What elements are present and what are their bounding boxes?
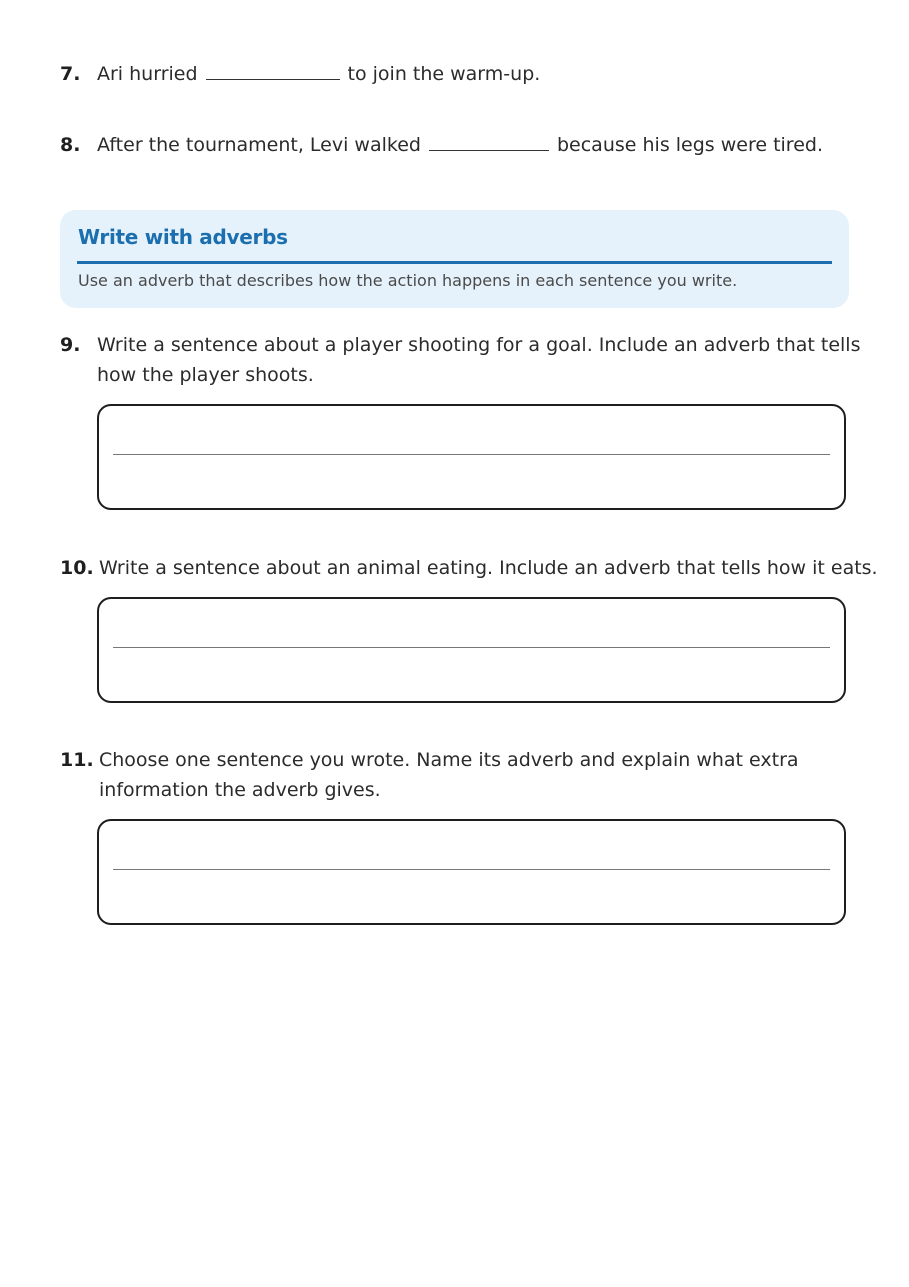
question-number: 7. <box>60 63 81 85</box>
tip-box <box>60 210 849 308</box>
writing-line <box>113 869 830 870</box>
question-number: 10. <box>60 557 94 579</box>
answer-box[interactable] <box>97 404 846 510</box>
question-line: information the adverb gives. <box>99 779 381 801</box>
question-number: 9. <box>60 334 81 356</box>
writing-line <box>113 647 830 648</box>
question-text-before: Ari hurried <box>97 63 198 85</box>
question-text-before: After the tournament, Levi walked <box>97 134 421 156</box>
question-text <box>99 553 878 583</box>
question-text <box>97 330 860 390</box>
tip-text: Use an adverb that describes how the action happens in each sentence you write. <box>78 271 738 290</box>
answer-box[interactable] <box>97 597 846 703</box>
tip-title: Write with adverbs <box>78 225 288 249</box>
question-line: how the player shoots. <box>97 364 314 386</box>
fill-in-blank[interactable] <box>429 132 549 151</box>
question-text <box>99 745 799 805</box>
question-text-after: to join the warm-up. <box>347 63 541 85</box>
question-line: Write a sentence about a player shooting for a goal. Include an adverb that tells <box>97 334 861 356</box>
question-line: Write a sentence about an animal eating. Include an adverb that tells how it eats. <box>99 557 878 579</box>
fill-in-blank[interactable] <box>206 61 340 80</box>
question-line: Choose one sentence you wrote. Name its adverb and explain what extra <box>99 749 799 771</box>
question-text-after: because his legs were tired. <box>556 134 823 156</box>
question-number: 8. <box>60 134 81 156</box>
question-number: 11. <box>60 749 94 771</box>
question-text <box>97 130 823 160</box>
question-text <box>97 59 540 89</box>
tip-divider <box>77 261 832 264</box>
writing-line <box>113 454 830 455</box>
answer-box[interactable] <box>97 819 846 925</box>
